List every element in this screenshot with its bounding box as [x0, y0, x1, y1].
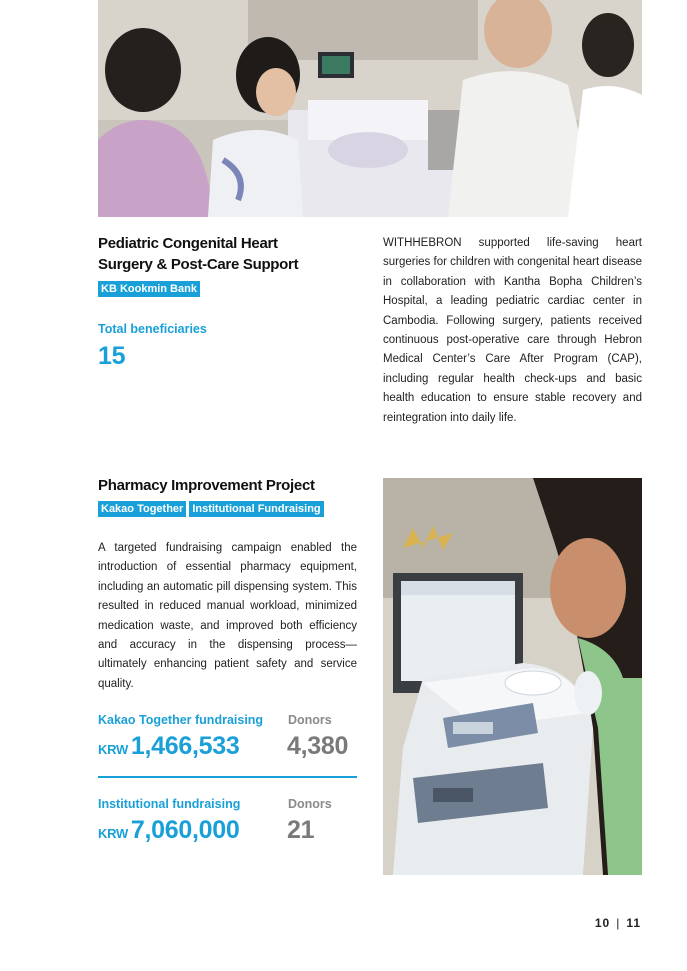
institutional-currency-unit: KRW — [98, 826, 128, 841]
section1-title-line2: Surgery & Post-Care Support — [98, 256, 299, 273]
pharmacy-machine-photo — [383, 478, 642, 875]
page-number-separator: | — [616, 916, 621, 930]
hospital-ward-photo — [98, 0, 642, 217]
page-number-left: 10 — [594, 916, 611, 930]
section1-tags — [98, 281, 200, 297]
section2-description: A targeted fundraising campaign enabled the introduction of essential pharmacy equipment, including an automatic pill dispensing system. This resulted in reduced manual workload, minimized medication waste, and improved both efficiency and accuracy in the dispensing process—ultimately enhancing patient safety and service quality. — [98, 542, 357, 690]
section1-title-line1: Pediatric Congenital Heart — [98, 235, 278, 252]
section1-title — [98, 233, 298, 275]
kakao-fundraising-amount — [98, 732, 239, 764]
tag-institutional-fundraising: Institutional Fundraising — [189, 501, 323, 517]
tag-kakao-together: Kakao Together — [98, 501, 186, 517]
tag-kb-kookmin-bank: KB Kookmin Bank — [98, 281, 200, 297]
kakao-amount-value: 1,466,533 — [130, 732, 240, 760]
total-beneficiaries-label: Total beneficiaries — [98, 322, 207, 336]
institutional-fundraising-label: Institutional fundraising — [98, 797, 241, 811]
institutional-amount-value: 7,060,000 — [130, 816, 240, 844]
page-number-right: 11 — [626, 916, 641, 930]
stats-divider — [98, 776, 357, 778]
kakao-currency-unit: KRW — [98, 742, 128, 757]
institutional-donors-label: Donors — [288, 797, 332, 811]
total-beneficiaries-value: 15 — [98, 342, 126, 370]
section2-title: Pharmacy Improvement Project — [98, 477, 315, 494]
page-numbers — [595, 916, 641, 930]
institutional-fundraising-amount — [98, 816, 239, 848]
kakao-donors-label: Donors — [288, 713, 332, 727]
section2-tags — [98, 501, 324, 517]
kakao-fundraising-label: Kakao Together fundraising — [98, 713, 264, 727]
kakao-donors-value: 4,380 — [287, 732, 349, 760]
section1-description: WITHHEBRON supported life-saving heart surgeries for children with congenital heart disease in collaboration with Kantha Bopha Children’s Hospital, a leading pediatric cardiac center in Cambodia. Following surgery, patients received continuous post-operative care through Hebron Medical Center’s Care After Program (CAP), including regular health check-ups and basic health education to ensure stable recovery and reintegration into daily life. — [383, 237, 642, 424]
institutional-donors-value: 21 — [287, 816, 315, 844]
